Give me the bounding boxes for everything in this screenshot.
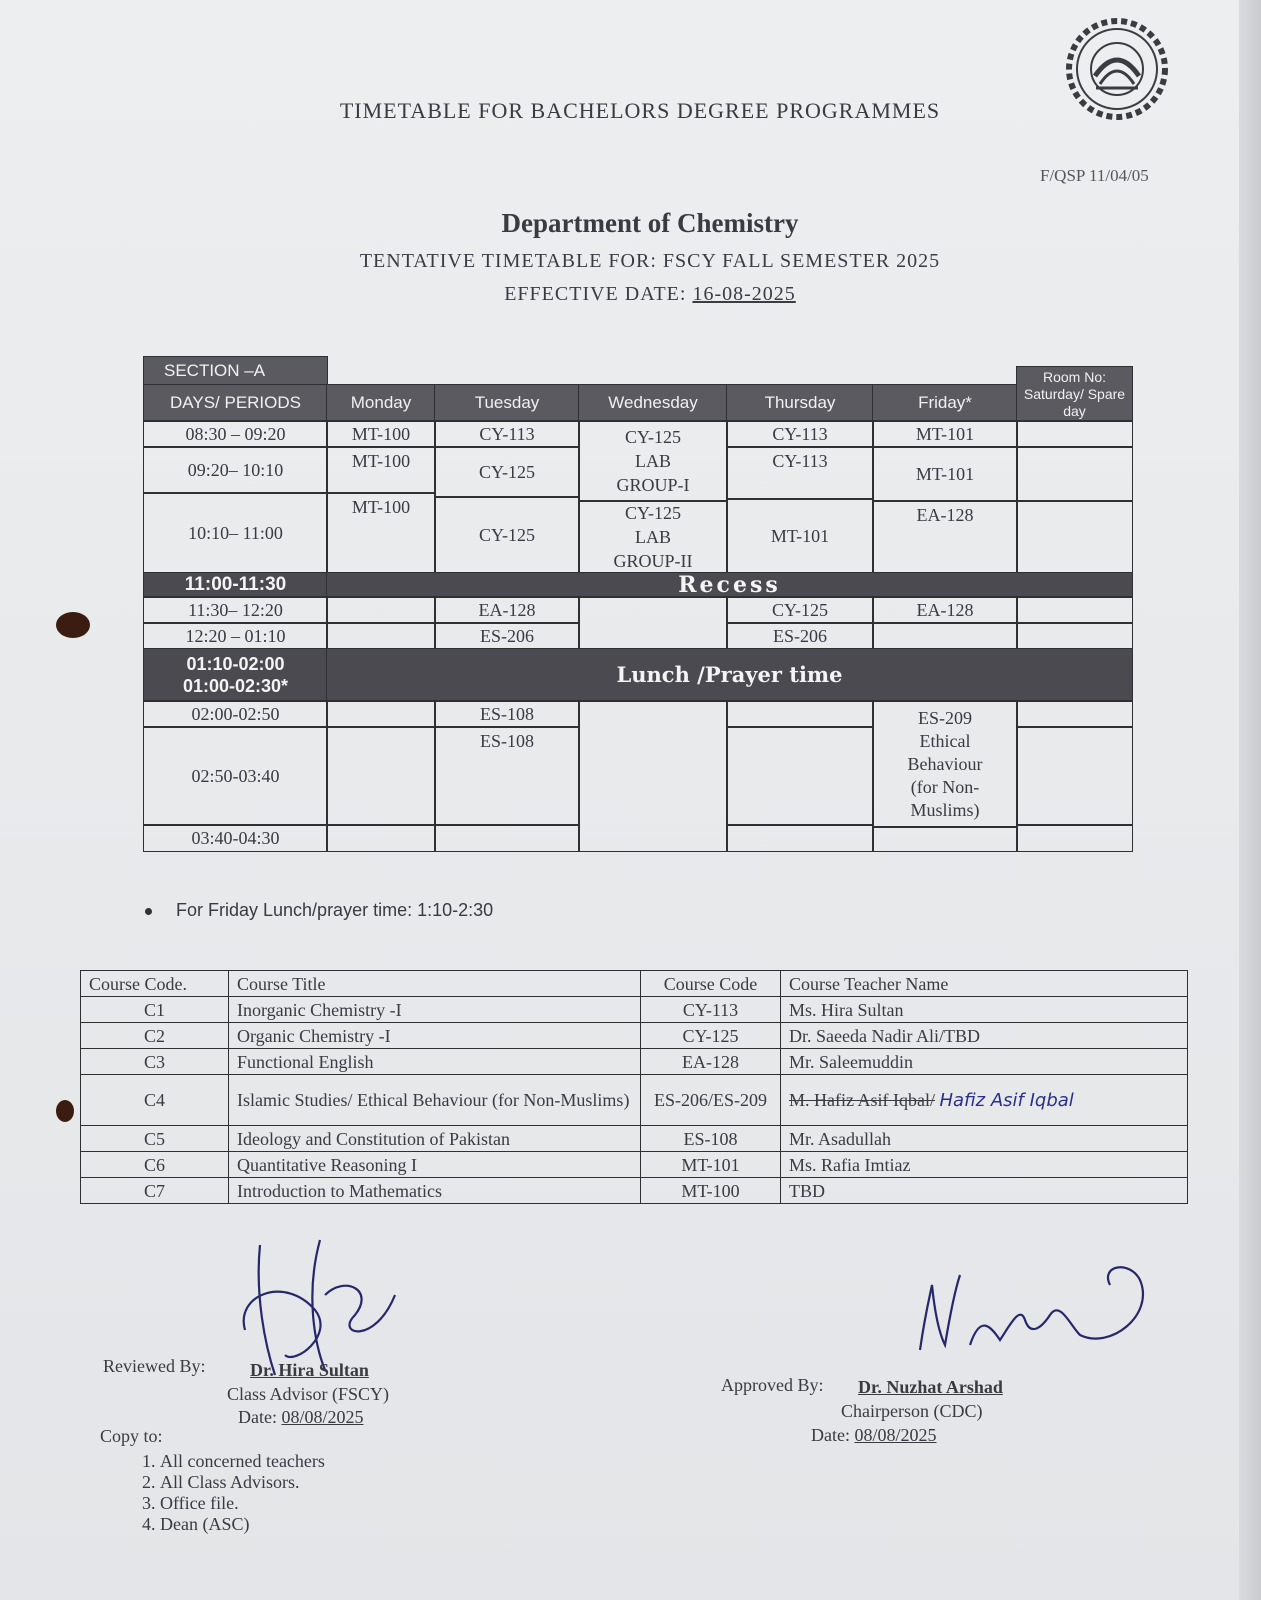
cell-room-3: [1016, 500, 1133, 574]
period-7: 02:50-03:40: [143, 726, 328, 826]
main-title: TIMETABLE FOR BACHELORS DEGREE PROGRAMMES: [339, 98, 941, 123]
cell-mon-6: [326, 700, 436, 728]
cell-fri-5: [872, 622, 1018, 650]
row-teacher: Ms. Hira Sultan: [781, 997, 1188, 1023]
wed-lab1-code: CY-125: [624, 427, 681, 447]
row-teacher: Mr. Asadullah: [781, 1126, 1188, 1152]
cell-fri-4: EA-128: [872, 596, 1018, 624]
table-row: [81, 1178, 1188, 1204]
row-teacher: Mr. Saleemuddin: [781, 1049, 1188, 1075]
period-3: 10:10– 11:00: [143, 492, 328, 574]
row-teacher-handwritten: Hafiz Asif Iqbal: [939, 1089, 1074, 1111]
header-monday: Monday: [326, 384, 436, 422]
recess-band: Recess: [326, 572, 1133, 598]
fri-es209-line2: Ethical: [919, 730, 971, 751]
copy-to-list: [100, 1426, 325, 1535]
cell-fri-8: [872, 826, 1018, 852]
row-title: Islamic Studies/ Ethical Behaviour (for Non-Muslims): [229, 1075, 641, 1126]
cell-wed-4-5: [578, 596, 728, 650]
course-table-header: [81, 971, 1188, 997]
list-item: 3. Office file.: [160, 1493, 325, 1514]
wed-lab2-lab: LAB: [635, 527, 671, 547]
header-wednesday: Wednesday: [578, 384, 728, 422]
reviewer-role: Class Advisor (FSCY): [227, 1384, 390, 1404]
cell-mon-7: [326, 726, 436, 826]
reviewer-date: 08/08/2025: [281, 1407, 364, 1427]
cell-tue-7: ES-108: [434, 726, 580, 826]
wed-lab1-lab: LAB: [635, 451, 671, 471]
cell-mon-8: [326, 824, 436, 852]
row-title: Inorganic Chemistry -I: [229, 997, 641, 1023]
section-label: SECTION –A: [143, 356, 328, 386]
row-course-code: CY-125: [641, 1023, 781, 1049]
wed-lab2-code: CY-125: [624, 503, 681, 523]
cell-tue-8: [434, 824, 580, 852]
page-edge: [1239, 0, 1261, 1600]
cell-mon-4: [326, 596, 436, 624]
table-row: [81, 997, 1188, 1023]
list-item: 4. Dean (ASC): [160, 1514, 325, 1535]
row-title: Functional English: [229, 1049, 641, 1075]
friday-note: [145, 900, 493, 921]
header-thursday: Thursday: [726, 384, 874, 422]
effective-date-label: EFFECTIVE DATE:: [504, 283, 687, 305]
table-row: [81, 1049, 1188, 1075]
table-row: [81, 1023, 1188, 1049]
lunch-band: Lunch /Prayer time: [326, 648, 1133, 702]
row-code: C4: [81, 1075, 229, 1126]
fri-es209-code: ES-209: [918, 707, 972, 728]
cell-room-2: [1016, 446, 1133, 502]
punch-hole-bottom: [56, 1100, 74, 1122]
cell-room-4: [1016, 596, 1133, 624]
reviewed-by-block: [103, 1356, 463, 1427]
copy-to-label: Copy to:: [100, 1426, 163, 1446]
cell-thu-2: CY-113: [726, 446, 874, 500]
approver-signature: [910, 1255, 1160, 1365]
approver-date-line: [811, 1425, 937, 1446]
recess-period-label: 11:00-11:30: [143, 572, 328, 598]
wed-lab1-group: GROUP-I: [616, 475, 690, 495]
header-friday: Friday*: [872, 384, 1018, 422]
reviewed-by-label: Reviewed By:: [103, 1356, 206, 1376]
approved-by-label: Approved By:: [721, 1375, 824, 1395]
row-title: Introduction to Mathematics: [229, 1178, 641, 1204]
effective-date-line: [350, 283, 950, 306]
cell-thu-1: CY-113: [726, 420, 874, 448]
row-course-code: MT-100: [641, 1178, 781, 1204]
reviewer-name: Dr. Hira Sultan: [250, 1360, 369, 1380]
period-4: 11:30– 12:20: [143, 596, 328, 624]
lunch-period-label: [143, 648, 328, 702]
approver-date-label: Date:: [811, 1425, 850, 1445]
department-title: Department of Chemistry: [501, 208, 799, 238]
row-teacher-cell: [781, 1075, 1188, 1126]
cell-room-5: [1016, 622, 1133, 650]
row-teacher-struck: M. Hafiz Asif Iqbal/: [789, 1089, 935, 1110]
row-course-code: ES-108: [641, 1126, 781, 1152]
cell-tue-6: ES-108: [434, 700, 580, 728]
header-tuesday: Tuesday: [434, 384, 580, 422]
lunch-period-2: 01:00-02:30*: [182, 676, 289, 696]
cell-tue-5: ES-206: [434, 622, 580, 650]
row-teacher: TBD: [781, 1178, 1188, 1204]
row-title: Organic Chemistry -I: [229, 1023, 641, 1049]
cell-tue-4: EA-128: [434, 596, 580, 624]
approved-by-block: [721, 1375, 1061, 1445]
row-title: Quantitative Reasoning I: [229, 1152, 641, 1178]
cell-mon-1: MT-100: [326, 420, 436, 448]
approver-name: Dr. Nuzhat Arshad: [858, 1377, 1003, 1397]
row-code: C5: [81, 1126, 229, 1152]
cell-room-7: [1016, 726, 1133, 826]
effective-date-value: 16-08-2025: [692, 283, 796, 305]
cell-wed-lab-group-2: [578, 500, 728, 574]
approver-role: Chairperson (CDC): [841, 1401, 983, 1421]
cell-tue-3: CY-125: [434, 496, 580, 574]
cell-fri-2: MT-101: [872, 446, 1018, 502]
course-table: [80, 970, 1188, 1204]
period-2: 09:20– 10:10: [143, 446, 328, 494]
cell-thu-4: CY-125: [726, 596, 874, 624]
bullet-icon: [145, 908, 152, 915]
col-header-course-code-no: Course Code.: [81, 971, 229, 997]
cell-thu-7: [726, 726, 874, 826]
tentative-title: TENTATIVE TIMETABLE FOR: FSCY FALL SEMESTER 2025: [359, 250, 941, 272]
wed-lab2-group: GROUP-II: [613, 551, 693, 571]
approver-date: 08/08/2025: [854, 1425, 937, 1445]
row-code: C3: [81, 1049, 229, 1075]
table-row: [81, 1152, 1188, 1178]
timetable-grid: [143, 356, 1133, 886]
cell-fri-3: EA-128: [872, 500, 1018, 574]
reviewer-date-line: [238, 1407, 364, 1428]
form-code: F/QSP 11/04/05: [1040, 166, 1149, 185]
cell-room-1: [1016, 420, 1133, 448]
row-title: Ideology and Constitution of Pakistan: [229, 1126, 641, 1152]
cell-wed-lab-group-1: [578, 420, 728, 502]
row-course-code: CY-113: [641, 997, 781, 1023]
days-periods-header: DAYS/ PERIODS: [143, 384, 328, 422]
cell-mon-5: [326, 622, 436, 650]
row-code: C7: [81, 1178, 229, 1204]
cell-tue-1: CY-113: [434, 420, 580, 448]
cell-room-6: [1016, 700, 1133, 728]
cell-mon-2: MT-100: [326, 446, 436, 494]
cell-thu-8: [726, 824, 874, 852]
fri-es209-line5: Muslims): [910, 799, 980, 820]
friday-note-text: For Friday Lunch/prayer time: 1:10-2:30: [176, 900, 494, 920]
reviewer-date-label: Date:: [238, 1407, 277, 1427]
cell-fri-1: MT-101: [872, 420, 1018, 448]
row-teacher: Dr. Saeeda Nadir Ali/TBD: [781, 1023, 1188, 1049]
university-seal-logo: [1062, 14, 1172, 124]
row-teacher: Ms. Rafia Imtiaz: [781, 1152, 1188, 1178]
cell-room-8: [1016, 824, 1133, 852]
row-course-code: MT-101: [641, 1152, 781, 1178]
cell-thu-3: MT-101: [726, 498, 874, 574]
row-code: C6: [81, 1152, 229, 1178]
row-code: C1: [81, 997, 229, 1023]
punch-hole-top: [56, 612, 90, 638]
period-1: 08:30 – 09:20: [143, 420, 328, 448]
col-header-course-title: Course Title: [229, 971, 641, 997]
header-room-no: Room No: Saturday/ Spare day: [1016, 366, 1133, 422]
cell-tue-2: CY-125: [434, 446, 580, 498]
cell-mon-3: MT-100: [326, 492, 436, 574]
cell-fri-ethical-behaviour: [872, 700, 1018, 828]
lunch-period-1: 01:10-02:00: [186, 654, 285, 674]
row-course-code: EA-128: [641, 1049, 781, 1075]
list-item: 2. All Class Advisors.: [160, 1472, 325, 1493]
col-header-teacher: Course Teacher Name: [781, 971, 1188, 997]
period-8: 03:40-04:30: [143, 824, 328, 852]
col-header-course-code: Course Code: [641, 971, 781, 997]
row-course-code: ES-206/ES-209: [641, 1075, 781, 1126]
period-6: 02:00-02:50: [143, 700, 328, 728]
period-5: 12:20 – 01:10: [143, 622, 328, 650]
cell-thu-5: ES-206: [726, 622, 874, 650]
fri-es209-line3: Behaviour: [907, 753, 983, 774]
table-row: [81, 1126, 1188, 1152]
fri-es209-line4: (for Non-: [910, 776, 980, 797]
table-row: [81, 1075, 1188, 1126]
cell-wed-afternoon: [578, 700, 728, 852]
cell-thu-6: [726, 700, 874, 728]
list-item: 1. All concerned teachers: [160, 1451, 325, 1472]
row-code: C2: [81, 1023, 229, 1049]
